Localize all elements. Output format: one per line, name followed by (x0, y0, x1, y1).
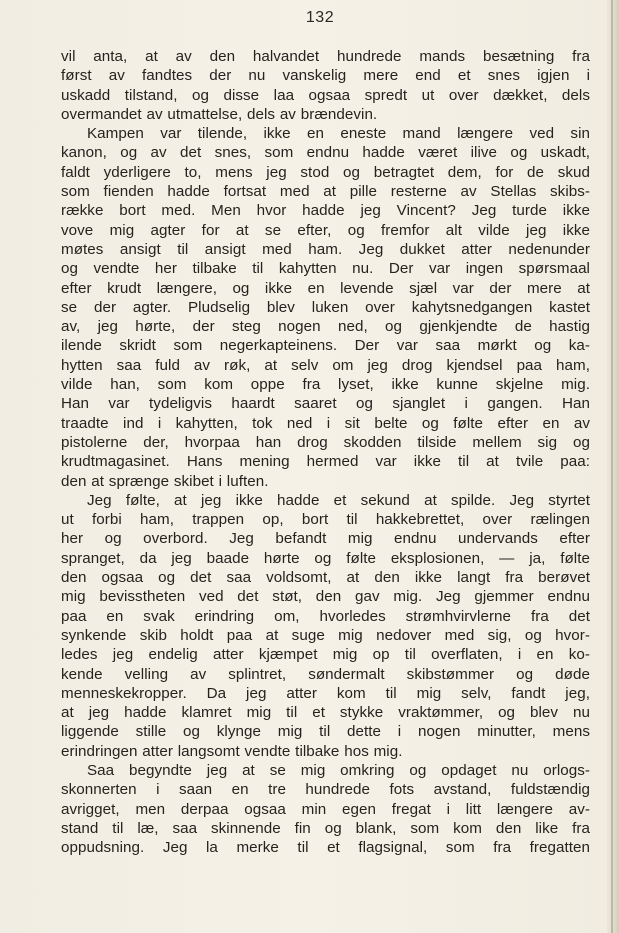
text-line: menneskekropper. Da jeg atter kom til mig selv, fandt jeg, (61, 684, 590, 702)
text-line: oppudsning. Jeg la merke til et flagsignal, som fra fregatten (61, 839, 590, 857)
text-line: række bort med. Men hvor hadde jeg Vincent? Jeg turde ikke (61, 202, 590, 220)
text-line: først av fandtes der nu vanskelig mere end et snes igjen i (61, 67, 590, 85)
text-line: vil anta, at av den halvandet hundrede mands besætning fra (61, 48, 590, 65)
text-line: ledes jeg endelig atter kjæmpet mig op til overflaten, i en ko- (61, 646, 590, 664)
text-line: vilde han, som kom oppe fra lyset, ikke kunne skjelne mig. (61, 376, 590, 394)
body-text (61, 47, 590, 857)
text-line: krudtmagasinet. Hans mening hermed var ikke til at tvile paa: (61, 453, 590, 471)
text-line: som fienden hadde fortsat med at pille resterne av Stellas skibs- (61, 183, 590, 201)
text-line: synkende skib holdt paa at suge mig nedover med sig, og hvor- (61, 626, 590, 644)
text-line: og vendte her tilbake til kahytten nu. Der var ingen spørsmaal (61, 260, 590, 278)
text-line: traadte ind i kahytten, tok ned i sit belte og følte efter en av (61, 414, 590, 432)
text-line: avrigget, men derpaa ogsaa min egen fregat i litt længere av- (61, 800, 590, 818)
text-line: uskadd tilstand, og disse laa ogsaa spredt ut over dækket, dels (61, 86, 590, 104)
text-line: efter krudt længere, og ikke en levende sjæl var der mere at (61, 279, 590, 297)
text-line: den ogsaa og det saa voldsomt, at den ikke langt fra berøvet (61, 569, 590, 587)
text-line: paa en svak erindring om, hvorledes strømhvirvlerne fra det (61, 607, 590, 625)
text-line: overmandet av utmattelse, dels av brændevin. (61, 105, 378, 123)
text-line: pistolerne der, hvorpaa han drog skodden tilside mellem sig og (61, 433, 590, 451)
text-line: hytten saa fuld av røk, at selv om jeg drog kjendsel paa ham, (61, 356, 590, 374)
text-line: Jeg følte, at jeg ikke hadde et sekund at spilde. Jeg styrtet (87, 491, 590, 509)
text-line: vove mig agter for at se efter, og fremfor alt vilde jeg ikke (61, 221, 590, 239)
text-line: mig bevisstheten ved det støt, den gav mig. Jeg gjemmer endnu (61, 588, 590, 606)
text-line: at jeg hadde klamret mig til et stykke vraktømmer, og blev nu (61, 704, 590, 722)
text-line: liggende stille og klynge mig til dette i nogen minutter, mens (61, 723, 590, 741)
text-line: kende velling av splintret, søndermalt skibstømmer og døde (61, 665, 590, 683)
text-line: Saa begyndte jeg at se mig omkring og opdaget nu orlogs- (87, 761, 590, 779)
text-line: møtes ansigt til ansigt med ham. Jeg dukket atter nedenunder (61, 240, 590, 258)
text-line: Kampen var tilende, ikke en eneste mand længere ved sin (87, 125, 590, 143)
text-line: kanon, og av det snes, som endnu hadde været ilive og uskadt, (61, 144, 590, 162)
text-line: av, jeg hørte, der steg nogen ned, og gjenkjendte de hastig (61, 318, 590, 336)
text-line: her og overbord. Jeg befandt mig endnu undervands efter (61, 530, 590, 548)
text-line: Han var tydeligvis haardt saaret og sjanglet i gangen. Han (61, 395, 590, 413)
page-edge-line (611, 0, 613, 933)
text-line: faldt yderligere to, mens jeg stod og betragtet dem, for de skud (61, 163, 590, 181)
text-line: se der agter. Pludselig blev luken over kahytsnedgangen kastet (61, 298, 590, 316)
page-edge (607, 0, 619, 933)
text-line: erindringen atter langsomt vendte tilbake hos mig. (61, 742, 403, 760)
page-number: 132 (305, 9, 335, 26)
text-line: ilende skridt som negerkapteinens. Der var saa mørkt og ka- (61, 337, 590, 355)
text-line: spranget, da jeg baade hørte og følte eksplosionen, — ja, følte (61, 549, 590, 567)
text-line: stand til læ, saa skinnende fin og blank, som kom den like fra (61, 819, 590, 837)
text-line: ut forbi ham, trappen op, bort til hakkebrettet, over rælingen (61, 511, 590, 529)
text-line: den at sprænge skibet i luften. (61, 472, 269, 490)
text-line: skonnerten i saan en tre hundrede fots avstand, fuldstændig (61, 781, 590, 799)
